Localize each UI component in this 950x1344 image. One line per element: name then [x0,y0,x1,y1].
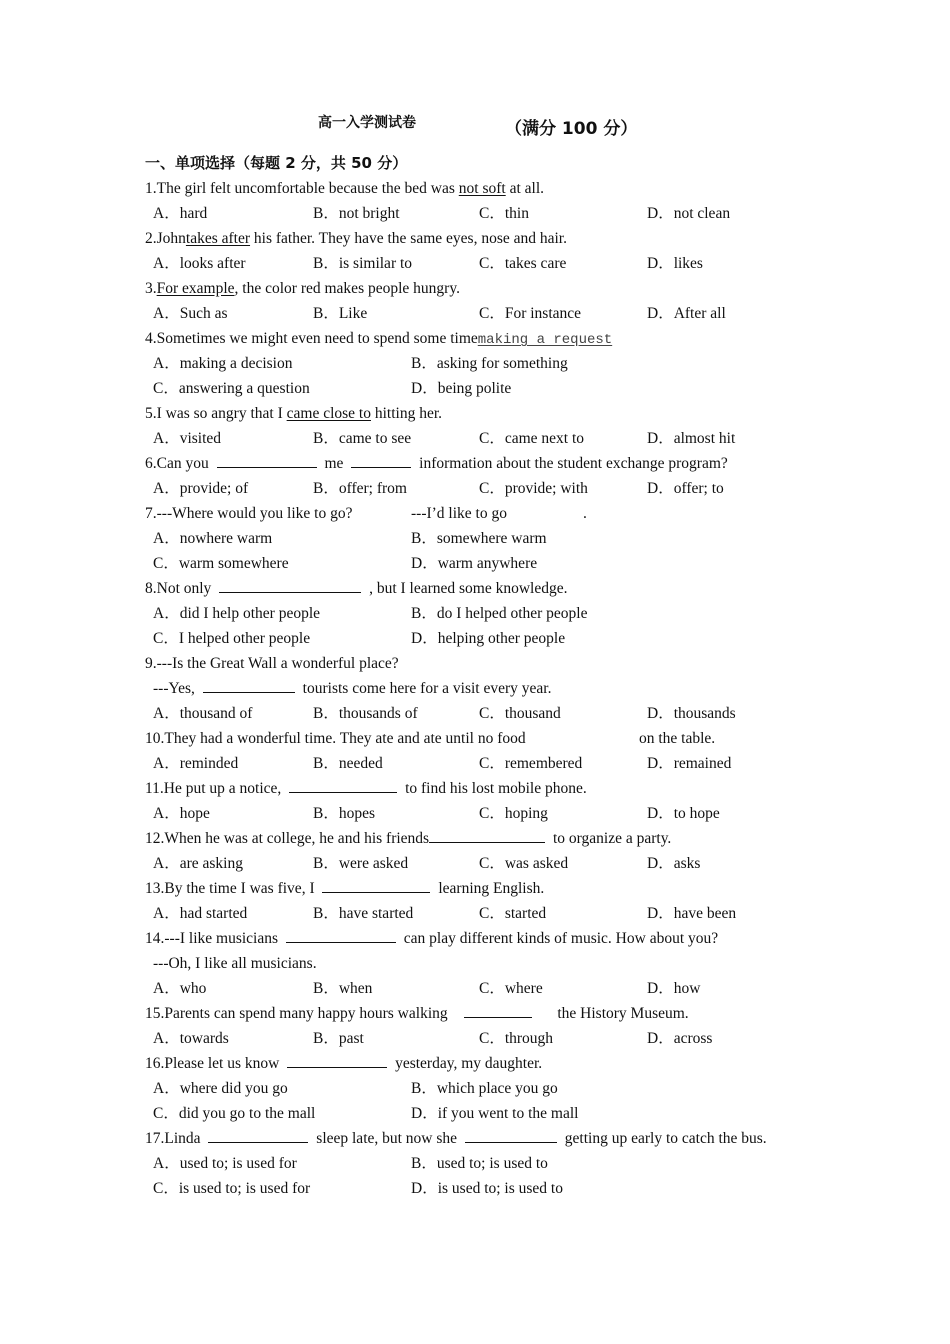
option-d[interactable]: D．thousands [647,705,736,722]
options-row [145,201,845,226]
question-text: 8.Not only [145,580,212,597]
question-7 [145,501,845,526]
option-c[interactable]: C．remembered [479,755,583,772]
option-c[interactable]: C．For instance [479,305,582,322]
options-row [145,1176,845,1201]
question-text: 17.Linda [145,1130,201,1147]
question-text: can play different kinds of music. How about you? [403,930,719,947]
question-text: at all. [509,180,545,197]
underlined-phrase: not soft [458,180,506,197]
underlined-phrase: For example [156,280,235,297]
question-text: sleep late, but now she [316,1130,458,1147]
option-c[interactable]: C．provide; with [479,480,588,497]
question-text: , but I learned some knowledge. [369,580,568,597]
option-a[interactable]: A．used to; is used for [153,1155,297,1172]
option-b[interactable]: B．offer; from [313,480,407,497]
option-c[interactable]: C．where [479,980,543,997]
option-d[interactable]: D．remained [647,755,732,772]
question-text: to find his lost mobile phone. [405,780,587,797]
question-text: information about the student exchange program? [419,455,728,472]
options-row [145,626,845,651]
question-12 [145,826,845,851]
question-4 [145,326,845,351]
option-c[interactable]: C．hoping [479,805,548,822]
answer-blank[interactable] [289,778,397,793]
options-row [145,376,845,401]
answer-blank[interactable] [322,878,430,893]
option-a[interactable]: A．had started [153,905,248,922]
question-2 [145,226,845,251]
options-row [145,1076,845,1101]
option-a[interactable]: A．reminded [153,755,239,772]
option-b[interactable]: B．have started [313,905,414,922]
options-row [145,351,845,376]
question-text: 5.I was so angry that I [145,405,283,422]
option-c[interactable]: C．is used to; is used for [153,1180,311,1197]
question-17 [145,1126,845,1151]
option-b[interactable]: B．when [313,980,373,997]
option-a[interactable]: A．provide; of [153,480,249,497]
option-a[interactable]: A．did I help other people [153,605,321,622]
underlined-phrase: came close to [286,405,371,422]
option-c[interactable]: C．did you go to the mall [153,1105,316,1122]
option-a[interactable]: A．thousand of [153,705,253,722]
question-text: 6.Can you [145,455,209,472]
option-b[interactable]: B．do I helped other people [411,605,588,622]
question-text: learning English. [438,880,545,897]
options-row [145,251,845,276]
option-b[interactable]: B．not bright [313,205,400,222]
answer-blank[interactable] [219,578,361,593]
option-c[interactable]: C．through [479,1030,554,1047]
option-a[interactable]: A．looks after [153,255,246,272]
question-text: , the color red makes people hungry. [234,280,460,297]
option-d[interactable]: D．to hope [647,805,720,822]
option-b[interactable]: B．were asked [313,855,409,872]
question-14 [145,926,845,951]
question-text: 13.By the time I was five, I [145,880,315,897]
answer-blank[interactable] [351,453,411,468]
options-row [145,976,845,1001]
options-row [145,701,845,726]
option-b[interactable]: B．asking for something [411,355,568,372]
question-text: his father. They have the same eyes, nose and hair. [253,230,567,247]
options-row [145,1151,845,1176]
options-row [145,301,845,326]
options-row [145,851,845,876]
question-text: 11.He put up a notice, [145,780,282,797]
question-15 [145,1001,845,1026]
option-b[interactable]: B．came to see [313,430,412,447]
option-b[interactable]: B．needed [313,755,383,772]
option-a[interactable]: A．hard [153,205,208,222]
period: . [582,505,587,522]
option-b[interactable]: B．thousands of [313,705,418,722]
page-title: 高一入学测试卷 [318,115,416,131]
question-8 [145,576,845,601]
option-d[interactable]: D．likes [647,255,703,272]
answer-blank[interactable] [287,1053,387,1068]
question-text: getting up early to catch the bus. [564,1130,767,1147]
option-a[interactable]: A．who [153,980,207,997]
question-text: 9.---Is the Great Wall a wonderful place? [145,655,399,672]
option-a[interactable]: A．towards [153,1030,229,1047]
question-13 [145,876,845,901]
option-d[interactable]: D．asks [647,855,701,872]
question-text: the History Museum. [557,1005,689,1022]
options-row [145,526,845,551]
option-c[interactable]: C．I helped other people [153,630,311,647]
question-text: 1.The girl felt uncomfortable because the bed was [145,180,455,197]
question-text: 7.---Where would you like to go? [145,505,353,522]
question-14-reply [145,951,845,976]
question-text: 12.When he was at college, he and his friends [145,830,430,847]
option-b[interactable]: B．somewhere warm [411,530,547,547]
question-text: 14.---I like musicians [145,930,279,947]
question-text: ---Yes, [153,680,195,697]
question-text [411,501,587,526]
option-d[interactable]: D．warm anywhere [411,555,538,572]
answer-blank[interactable] [208,1128,308,1143]
option-a[interactable]: A．are asking [153,855,243,872]
option-d[interactable]: D．After all [647,305,726,322]
option-d[interactable]: D．how [647,980,701,997]
question-text: 3. [145,280,157,297]
option-d[interactable]: D．offer; to [647,480,724,497]
option-a[interactable]: A．visited [153,430,222,447]
question-16 [145,1051,845,1076]
question-text: yesterday, my daughter. [395,1055,543,1072]
option-c[interactable]: C．started [479,905,547,922]
option-b[interactable]: B．which place you go [411,1080,558,1097]
option-c[interactable]: C．answering a question [153,380,310,397]
options-row [145,426,845,451]
option-c[interactable]: C．takes care [479,255,567,272]
question-text: tourists come here for a visit every year. [302,680,552,697]
question-9 [145,651,845,676]
options-row [145,476,845,501]
question-11 [145,776,845,801]
question-text: 2.John [145,230,186,247]
question-text: 10.They had a wonderful time. They ate and ate until no food [145,730,526,747]
options-row [145,1026,845,1051]
answer-prompt: ---I’d like to go [411,505,507,522]
option-a[interactable]: A．nowhere warm [153,530,273,547]
question-text: me [324,455,344,472]
option-a[interactable]: A．hope [153,805,210,822]
options-row [145,901,845,926]
question-1 [145,176,845,201]
option-b[interactable]: B．past [313,1030,364,1047]
question-text: 15.Parents can spend many happy hours walking [145,1005,448,1022]
options-row [145,1101,845,1126]
option-d[interactable]: D．almost hit [647,430,736,447]
option-b[interactable]: B．used to; is used to [411,1155,548,1172]
question-text: on the table. [639,730,716,747]
option-d[interactable]: D．not clean [647,205,731,222]
underlined-phrase: making a request [477,332,613,348]
option-d[interactable]: D．across [647,1030,713,1047]
answer-blank[interactable] [429,828,545,843]
question-10 [145,726,845,751]
option-c[interactable]: C．warm somewhere [153,555,289,572]
answer-blank[interactable] [217,453,317,468]
option-d[interactable]: D．is used to; is used to [411,1180,563,1197]
question-text: hitting her. [374,405,443,422]
question-text: 4.Sometimes we might even need to spend some time [145,330,478,347]
option-c[interactable]: C．thin [479,205,529,222]
option-d[interactable]: D．if you went to the mall [411,1105,579,1122]
answer-blank[interactable] [465,1128,557,1143]
option-d[interactable]: D．helping other people [411,630,566,647]
answer-blank[interactable] [286,928,396,943]
option-b[interactable]: B．Like [313,305,368,322]
options-row [145,751,845,776]
answer-blank[interactable] [464,1003,532,1018]
options-row [145,601,845,626]
question-6 [145,451,845,476]
question-3 [145,276,845,301]
question-text: 16.Please let us know [145,1055,280,1072]
option-c[interactable]: C．was asked [479,855,569,872]
answer-blank[interactable] [203,678,295,693]
option-b[interactable]: B．is similar to [313,255,413,272]
section-heading: 一、单项选择（每题 2 分，共 50 分） [145,154,408,172]
option-c[interactable]: C．thousand [479,705,561,722]
total-score: （满分 100 分） [505,119,638,139]
options-row [145,551,845,576]
underlined-phrase: takes after [185,230,251,247]
question-list [145,176,845,1201]
option-a[interactable]: A．making a decision [153,355,293,372]
question-9-reply [145,676,845,701]
option-d[interactable]: D．have been [647,905,737,922]
option-a[interactable]: A．where did you go [153,1080,288,1097]
question-text: to organize a party. [552,830,672,847]
question-text: ---Oh, I like all musicians. [153,955,317,972]
options-row [145,801,845,826]
option-d[interactable]: D．being polite [411,380,512,397]
option-c[interactable]: C．came next to [479,430,585,447]
question-5 [145,401,845,426]
option-b[interactable]: B．hopes [313,805,376,822]
option-a[interactable]: A．Such as [153,305,228,322]
